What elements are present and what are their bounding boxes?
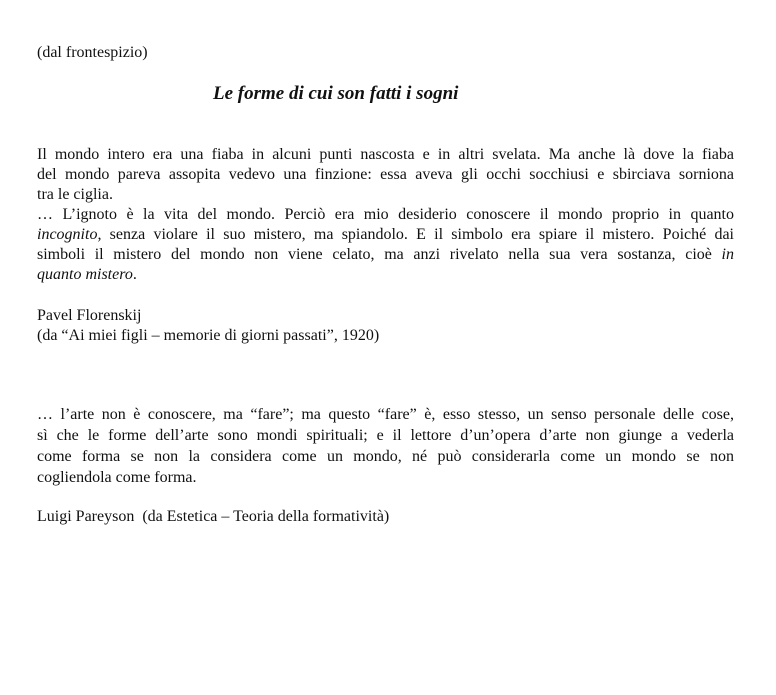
quote-line: sì che le forme dell’arte sono mondi spirituali; e il lettore d’un’opera d’arte non giunge a vederla [37,427,734,444]
quote-line: Il mondo intero era una fiaba in alcuni punti nascosta e in altri svelata. Ma anche là dove la fiaba [37,146,734,163]
quote-line: come forma se non la considera come un mondo, né può considerarla come un mondo se non [37,448,734,465]
quote-line: … l’arte non è conoscere, ma “fare”; ma questo “fare” è, esso stesso, un senso personale delle cose, [37,406,734,423]
author-florenskij: Pavel Florenskij [37,307,142,324]
quote-line [37,265,734,285]
italic-phrase: quanto mistero [37,266,133,283]
attribution-pareyson: Luigi Pareyson (da Estetica – Teoria della formatività) [37,508,390,525]
quote-line-text: simboli il mistero del mondo non viene celato, ma anzi rivelato nella sua vera sostanza, cioè [37,246,722,263]
source-florenskij: (da “Ai miei figli – memorie di giorni passati”, 1920) [37,327,380,344]
quote-line [37,245,734,265]
quote-line: … L’ignoto è la vita del mondo. Perciò era mio desiderio conoscere il mondo proprio in quanto [37,206,734,223]
quote-line: tra le ciglia. [37,186,113,203]
quote-line-text: . [132,266,137,283]
quote-line: cogliendola come forma. [37,469,197,486]
page-title: Le forme di cui son fatti i sogni [213,83,459,104]
quote-line [37,225,734,245]
italic-word: in [721,246,734,263]
quote-line-text: senza violare il suo mistero, ma spiandolo. E il simbolo era spiare il mistero. Poiché dai [101,226,734,243]
quote-line: del mondo pareva assopita vedevo una finzione: essa aveva gli occhi socchiusi e sbirciava sorniona [37,166,734,183]
italic-word: incognito, [37,226,102,243]
source-note: (dal frontespizio) [37,44,148,61]
